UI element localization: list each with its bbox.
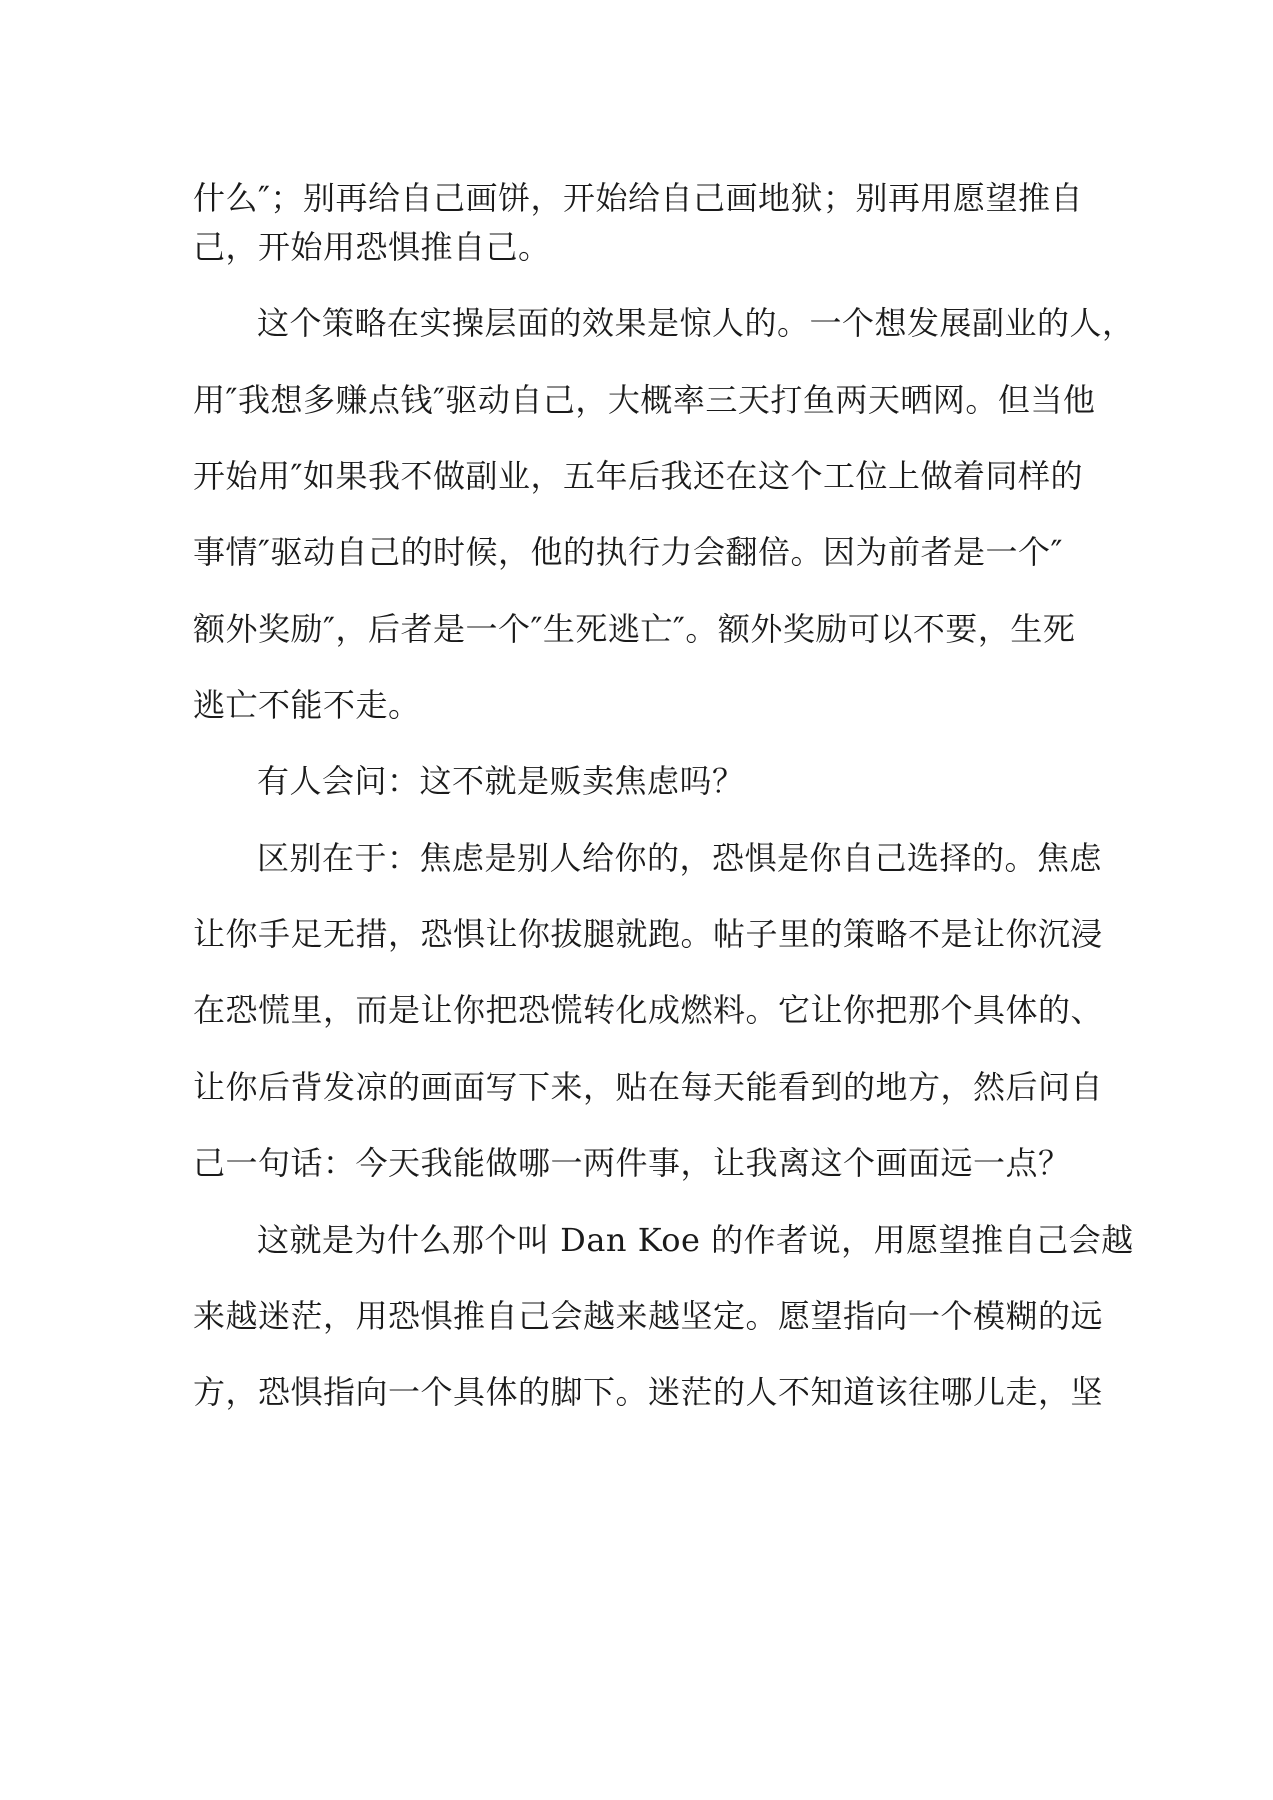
text-line: 让你手足无措，恐惧让你拔腿就跑。帖子里的策略不是让你沉浸	[193, 915, 1104, 953]
text-line: 让你后背发凉的画面写下来，贴在每天能看到的地方，然后问自	[193, 1068, 1104, 1106]
text-line: 己，开始用恐惧推自己。	[193, 228, 551, 266]
text-line: 区别在于：焦虑是别人给你的，恐惧是你自己选择的。焦虑	[257, 839, 1103, 877]
text-line: 这个策略在实操层面的效果是惊人的。一个想发展副业的人，	[257, 304, 1135, 342]
text-line: 有人会问：这不就是贩卖焦虑吗？	[257, 762, 745, 800]
text-line: 在恐慌里，而是让你把恐慌转化成燃料。它让你把那个具体的、	[193, 991, 1104, 1029]
text-line: 开始用″如果我不做副业，五年后我还在这个工位上做着同样的	[193, 457, 1083, 495]
text-line: 事情″驱动自己的时候，他的执行力会翻倍。因为前者是一个″	[193, 533, 1063, 571]
text-line: 己一句话：今天我能做哪一两件事，让我离这个画面远一点？	[193, 1144, 1071, 1182]
text-line: 用″我想多赚点钱″驱动自己，大概率三天打鱼两天晒网。但当他	[193, 381, 1096, 419]
text-line: 什么″；别再给自己画饼，开始给自己画地狱；别再用愿望推自	[193, 179, 1083, 217]
text-line: 方，恐惧指向一个具体的脚下。迷茫的人不知道该往哪儿走，坚	[193, 1373, 1104, 1411]
text-line: 这就是为什么那个叫 Dan Koe 的作者说，用愿望推自己会越	[257, 1221, 1134, 1259]
text-line: 来越迷茫，用恐惧推自己会越来越坚定。愿望指向一个模糊的远	[193, 1297, 1104, 1335]
text-line: 逃亡不能不走。	[193, 686, 421, 724]
text-line: 额外奖励″，后者是一个″生死逃亡″。额外奖励可以不要，生死	[193, 610, 1076, 648]
